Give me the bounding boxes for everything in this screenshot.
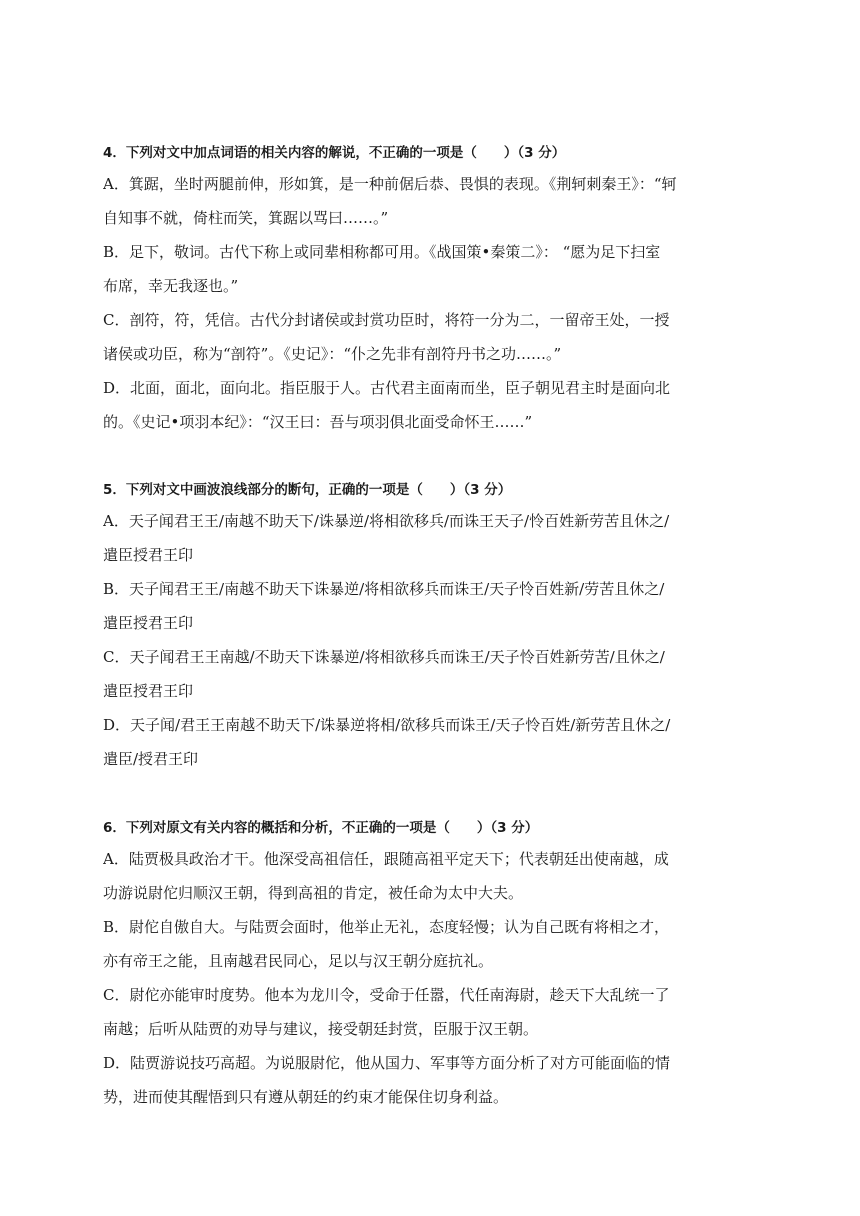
question-5-option-d (103, 708, 758, 776)
question-5 (103, 480, 758, 776)
question-6-option-c (103, 978, 758, 1046)
option-line: B．天子闻君王王/南越不助天下诛暴逆/将相欲移兵而诛王/天子怜百姓新/劳苦且休之/ (103, 580, 665, 598)
question-5-option-b (103, 572, 758, 640)
option-line: 遣臣授君王印 (103, 546, 194, 564)
question-5-option-a (103, 504, 758, 572)
option-line: 自知事不就，倚柱而笑，箕踞以骂曰……。” (103, 209, 389, 227)
question-4 (103, 143, 758, 439)
option-line: C．尉佗亦能审时度势。他本为龙川令，受命于任嚣，代任南海尉，趁天下大乱统一了 (103, 986, 670, 1004)
option-line: A．天子闻君王王/南越不助天下/诛暴逆/将相欲移兵/而诛王天子/怜百姓新劳苦且休之/ (103, 512, 670, 530)
option-line: 亦有帝王之能，且南越君民同心，足以与汉王朝分庭抗礼。 (103, 952, 494, 970)
option-line: 诸侯或功臣，称为“剖符”。《史记》：“仆之先非有剖符丹书之功……。” (103, 345, 562, 363)
option-line: B．足下，敬词。古代下称上或同辈相称都可用。《战国策•秦策二》： “愿为足下扫室 (103, 243, 661, 261)
option-line: B．尉佗自傲自大。与陆贾会面时，他举止无礼，态度轻慢；认为自己既有将相之才， (103, 918, 670, 936)
question-6 (103, 818, 758, 1114)
option-line: 的。《史记•项羽本纪》：“汉王曰：吾与项羽俱北面受命怀王……” (103, 413, 533, 431)
option-line: C．天子闻君王王南越/不助天下诛暴逆/将相欲移兵而诛王/天子怜百姓新劳苦/且休之/ (103, 648, 665, 666)
option-line: 遣臣授君王印 (103, 682, 194, 700)
question-4-option-b (103, 235, 758, 303)
option-line: D．天子闻/君王王南越不助天下/诛暴逆将相/欲移兵而诛王/天子怜百姓/新劳苦且休之/ (103, 716, 671, 734)
question-6-title: 6．下列对原文有关内容的概括和分析，不正确的一项是（ ）（3 分） (103, 820, 539, 836)
question-6-option-a (103, 842, 758, 910)
question-4-option-d (103, 371, 758, 439)
option-line: 势，进而使其醒悟到只有遵从朝廷的约束才能保住切身利益。 (103, 1088, 509, 1106)
option-line: 南越；后听从陆贾的劝导与建议，接受朝廷封赏，臣服于汉王朝。 (103, 1020, 539, 1038)
question-5-option-c (103, 640, 758, 708)
option-line: A．箕踞，坐时两腿前伸，形如箕，是一种前倨后恭、畏惧的表现。《荆轲刺秦王》：“轲 (103, 175, 677, 193)
question-4-option-c (103, 303, 758, 371)
option-line: 布席，幸无我逐也。” (103, 277, 239, 295)
option-line: A．陆贾极具政治才干。他深受高祖信任，跟随高祖平定天下；代表朝廷出使南越，成 (103, 850, 669, 868)
option-line: 遣臣/授君王印 (103, 750, 199, 768)
option-line: 遣臣授君王印 (103, 614, 194, 632)
question-6-option-b (103, 910, 758, 978)
option-line: D．陆贾游说技巧高超。为说服尉佗，他从国力、军事等方面分析了对方可能面临的情 (103, 1054, 671, 1072)
question-4-title: 4．下列对文中加点词语的相关内容的解说，不正确的一项是（ ）（3 分） (103, 145, 566, 161)
question-4-option-a (103, 167, 758, 235)
option-line: D．北面，面北，面向北。指臣服于人。古代君主面南而坐，臣子朝见君主时是面向北 (103, 379, 671, 397)
question-5-title: 5．下列对文中画波浪线部分的断句，正确的一项是（ ）（3 分） (103, 482, 512, 498)
option-line: 功游说尉佗归顺汉王朝，得到高祖的肯定，被任命为太中大夫。 (103, 884, 524, 902)
option-line: C．剖符，符，凭信。古代分封诸侯或封赏功臣时，将符一分为二，一留帝王处，一授 (103, 311, 670, 329)
question-6-option-d (103, 1046, 758, 1114)
